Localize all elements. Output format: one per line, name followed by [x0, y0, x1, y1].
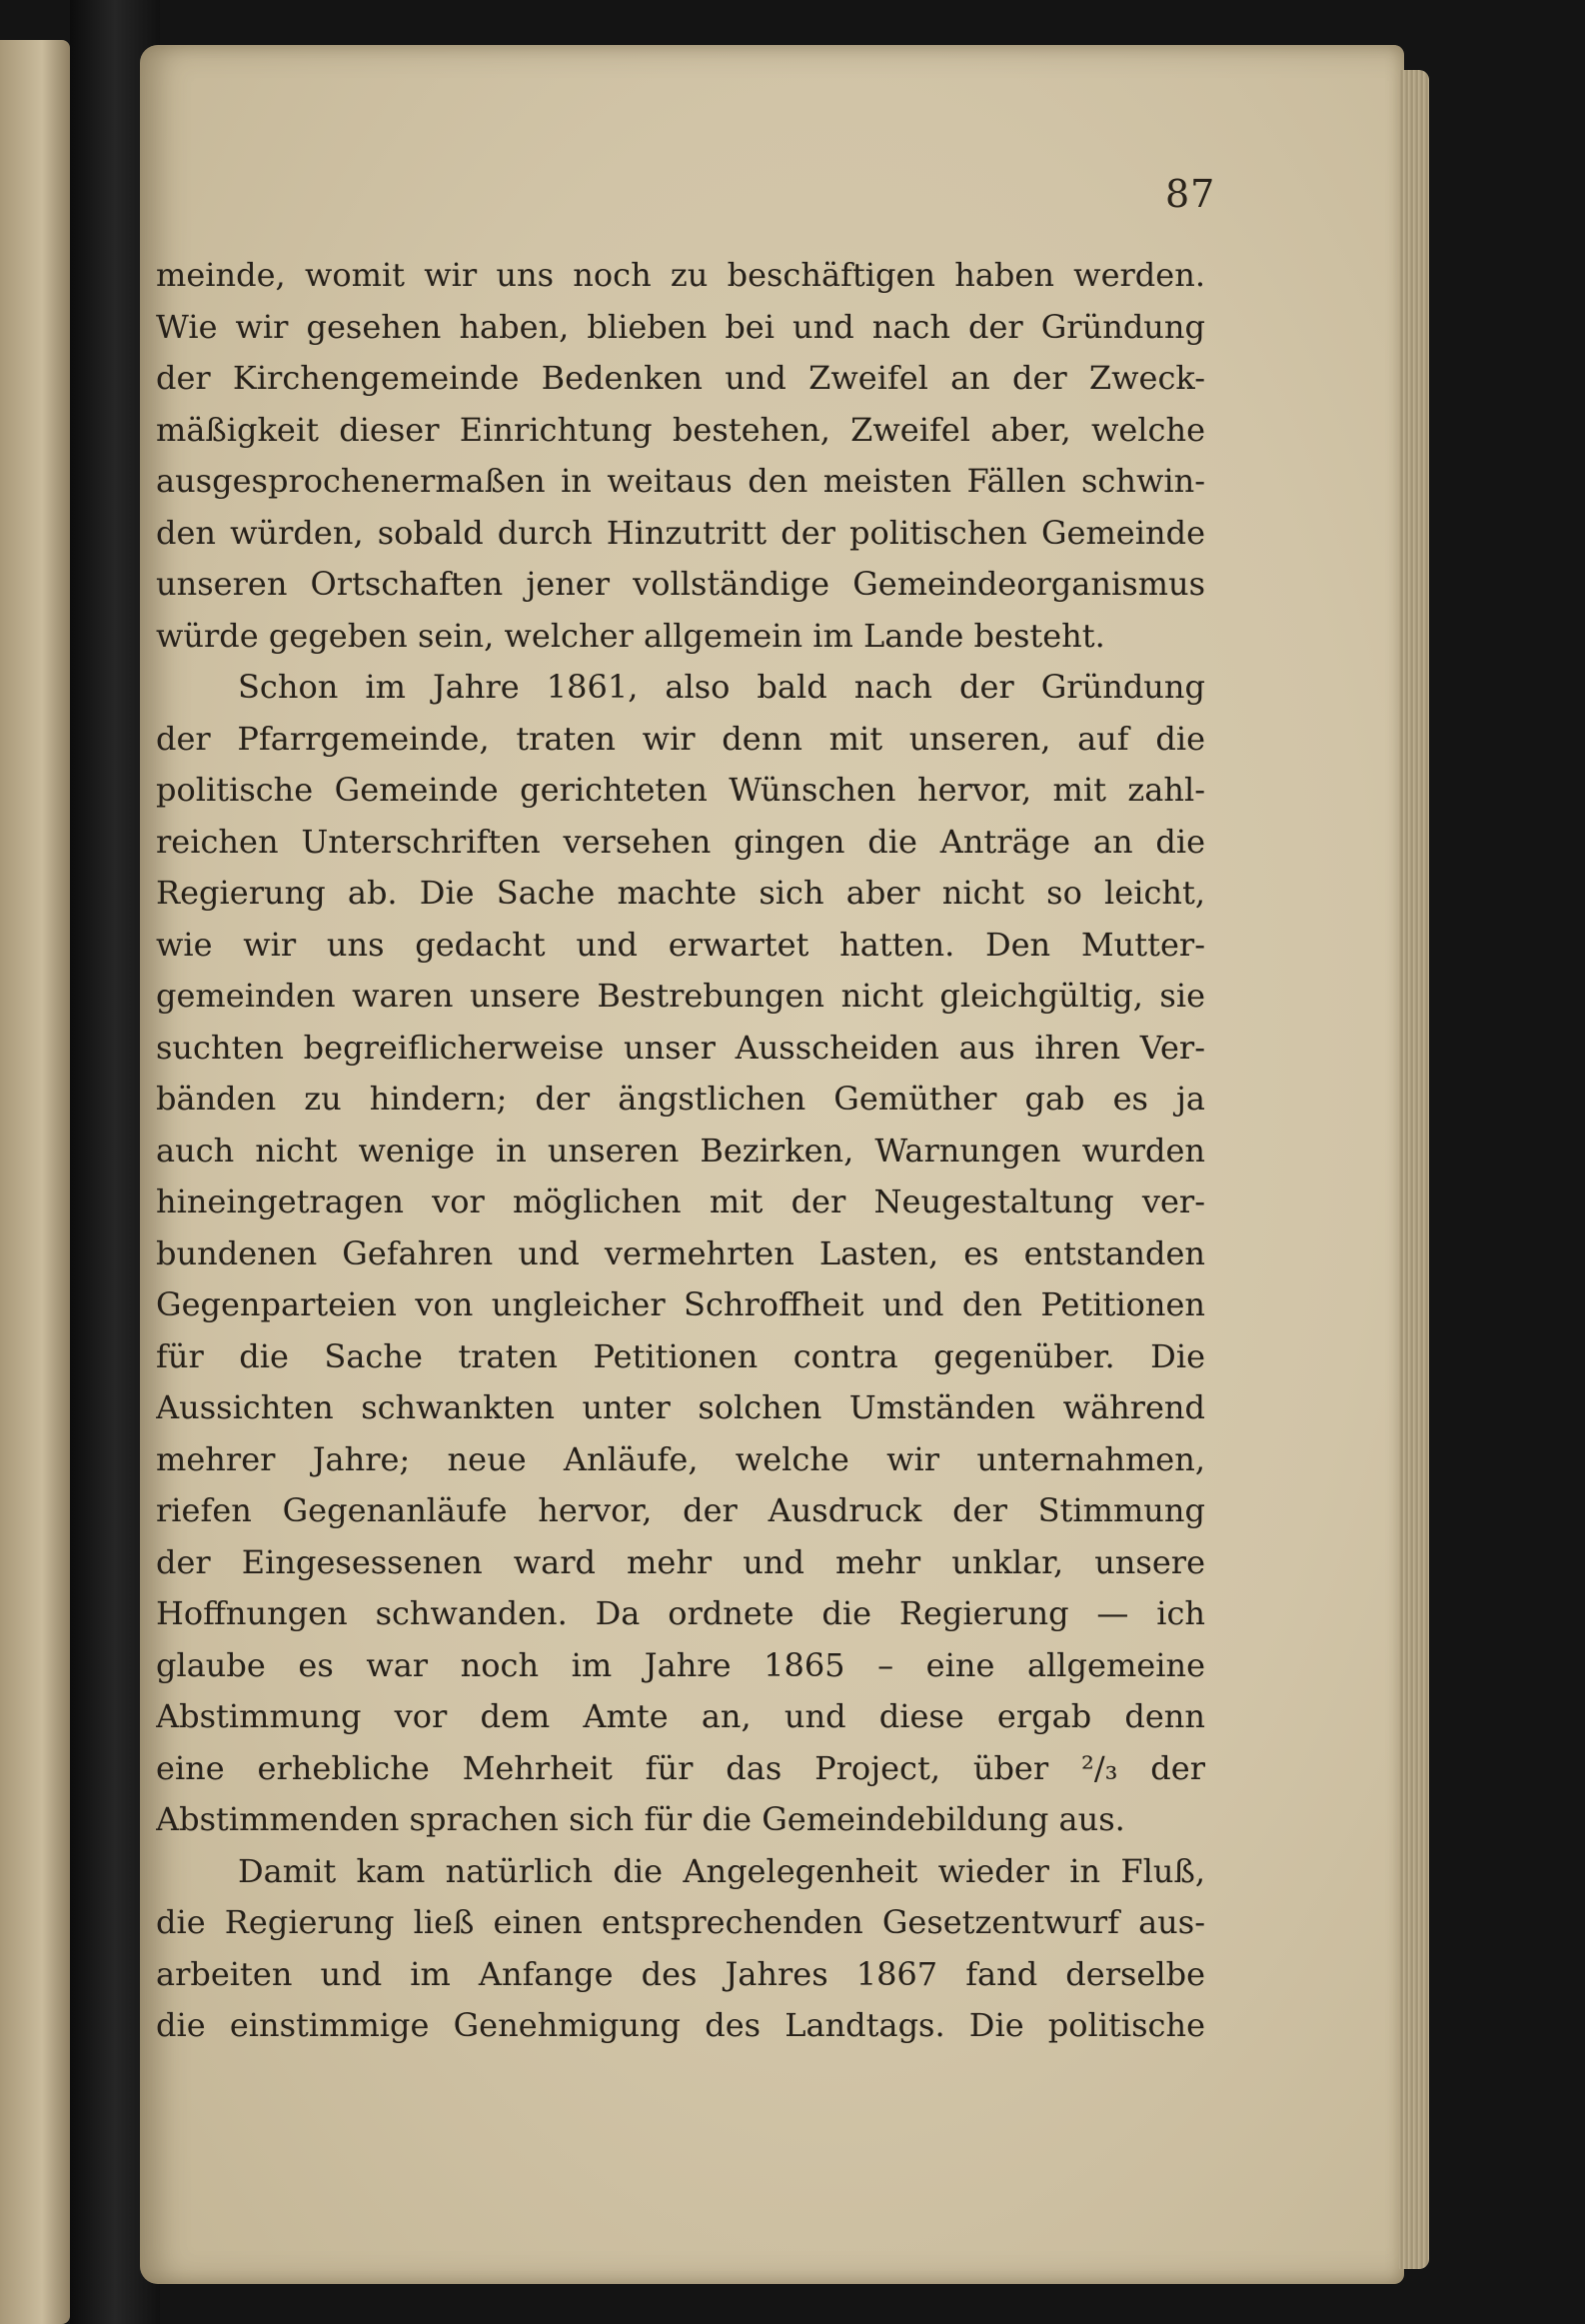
- text-line: Schon im Jahre 1861, also bald nach der Gründung: [238, 668, 1205, 706]
- text-line: Hoffnungen schwanden. Da ordnete die Regierung — ich: [156, 1594, 1205, 1632]
- text-line: Damit kam natürlich die Angelegenheit wieder in Fluß,: [238, 1851, 1205, 1890]
- text-line: für die Sache traten Petitionen contra gegenüber. Die: [156, 1336, 1205, 1375]
- text-line: suchten begreiflicherweise unser Ausscheiden aus ihren Ver-: [156, 1028, 1205, 1067]
- text-line: mäßigkeit dieser Einrichtung bestehen, Zweifel aber, welche: [156, 410, 1205, 449]
- text-line: Regierung ab. Die Sache machte sich aber nicht so leicht,: [156, 874, 1205, 912]
- text-line: riefen Gegenanläufe hervor, der Ausdruck der Stimmung: [156, 1491, 1205, 1529]
- text-line: auch nicht wenige in unseren Bezirken, Warnungen wurden: [156, 1131, 1205, 1169]
- text-line: der Eingesessenen ward mehr und mehr unklar, unsere: [156, 1542, 1205, 1581]
- text-line: bundenen Gefahren und vermehrten Lasten, es entstanden: [156, 1233, 1205, 1272]
- previous-page-edge: [0, 40, 70, 2324]
- text-line: bänden zu hindern; der ängstlichen Gemüther gab es ja: [156, 1080, 1205, 1118]
- text-line: hineingetragen vor möglichen mit der Neugestaltung ver-: [156, 1182, 1205, 1220]
- page-stack-edge: [1399, 70, 1429, 2269]
- text-line: Abstimmung vor dem Amte an, und diese ergab denn: [156, 1697, 1205, 1735]
- text-line: gemeinden waren unsere Bestrebungen nicht gleichgültig, sie: [156, 977, 1205, 1015]
- text-line: mehrer Jahre; neue Anläufe, welche wir unternahmen,: [156, 1439, 1205, 1478]
- text-line: unseren Ortschaften jener vollständige Gemeindeorganismus: [156, 565, 1205, 603]
- text-line: arbeiten und im Anfange des Jahres 1867 fand derselbe: [156, 1954, 1205, 1993]
- text-line: die einstimmige Genehmigung des Landtags. Die politische: [156, 2006, 1205, 2044]
- body-text: [156, 250, 1205, 2052]
- text-line: Wie wir gesehen haben, blieben bei und nach der Gründung: [156, 307, 1205, 346]
- text-line: meinde, womit wir uns noch zu beschäftigen haben werden.: [156, 256, 1205, 294]
- text-line: eine erhebliche Mehrheit für das Project, über ²/₃ der: [156, 1748, 1205, 1787]
- page-number: 87: [1165, 172, 1216, 216]
- text-line: glaube es war noch im Jahre 1865 – eine allgemeine: [156, 1645, 1205, 1684]
- text-line: die Regierung ließ einen entsprechenden Gesetzentwurf aus-: [156, 1903, 1205, 1941]
- text-line: politische Gemeinde gerichteten Wünschen hervor, mit zahl-: [156, 771, 1205, 809]
- text-line: reichen Unterschriften versehen gingen die Anträge an die: [156, 822, 1205, 861]
- text-line: der Kirchengemeinde Bedenken und Zweifel an der Zweck-: [156, 359, 1205, 397]
- text-line: den würden, sobald durch Hinzutritt der politischen Gemeinde: [156, 513, 1205, 552]
- text-line: ausgesprochenermaßen in weitaus den meisten Fällen schwin-: [156, 462, 1205, 500]
- text-line: würde gegeben sein, welcher allgemein im Lande besteht.: [156, 616, 1105, 655]
- text-line: der Pfarrgemeinde, traten wir denn mit unseren, auf die: [156, 719, 1205, 758]
- text-line: Aussichten schwankten unter solchen Umständen während: [156, 1388, 1205, 1426]
- text-line: wie wir uns gedacht und erwartet hatten. Den Mutter-: [156, 925, 1205, 964]
- text-line: Gegenparteien von ungleicher Schroffheit und den Petitionen: [156, 1285, 1205, 1323]
- text-line: Abstimmenden sprachen sich für die Gemeindebildung aus.: [156, 1800, 1125, 1838]
